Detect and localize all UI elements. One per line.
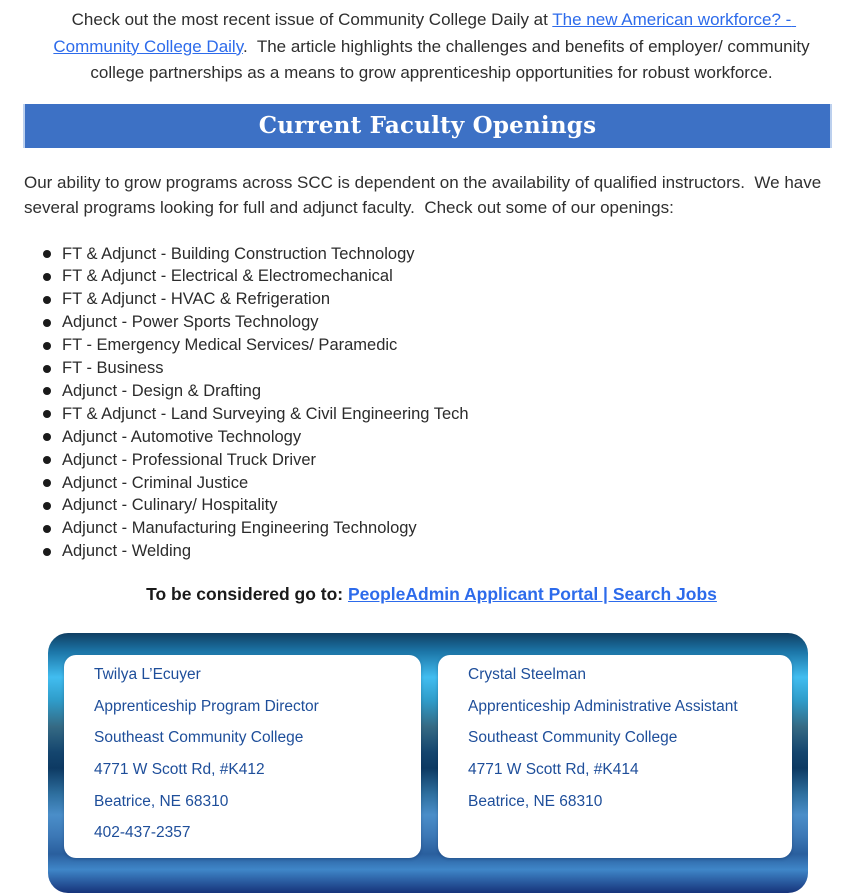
list-item [62,265,863,288]
list-item [62,288,863,311]
cta-line [0,584,863,605]
openings-description: Our ability to grow programs across SCC is dependent on the availability of qualified instructors. We have several programs looking for full and adjunct faculty. Check out some of our openings: [24,172,826,217]
contact-name: Crystal Steelman [468,666,587,684]
list-item-label: FT & Adjunct - Land Surveying & Civil Engineering Tech [62,404,469,423]
list-item-label: Adjunct - Design & Drafting [62,381,262,400]
bullet-icon [43,387,51,395]
page-title: Current Faculty Openings [258,112,597,139]
intro-paragraph [31,7,833,87]
bullet-icon [43,410,51,418]
bullet-icon [43,502,51,510]
bullet-icon [43,548,51,556]
faculty-openings-banner [23,104,832,148]
contact-organization: Southeast Community College [94,729,304,747]
list-item-label: FT - Business [62,359,164,378]
contact-address-line1: 4771 W Scott Rd, #K412 [94,760,265,778]
list-item [62,426,863,449]
contact-card-twilya [64,655,421,858]
list-item [62,517,863,540]
list-item-label: FT & Adjunct - Building Construction Technology [62,244,415,263]
list-item [62,449,863,472]
contact-title: Apprenticeship Program Director [94,697,319,715]
contact-address-line1: 4771 W Scott Rd, #K414 [468,760,639,778]
contact-address-line2: Beatrice, NE 68310 [468,792,603,810]
list-item-label: Adjunct - Welding [62,542,192,561]
contact-name: Twilya L’Ecuyer [94,666,201,684]
list-item [62,540,863,563]
list-item [62,243,863,266]
contact-organization: Southeast Community College [468,729,678,747]
contact-phone: 402-437-2357 [94,824,191,842]
intro-text-after-link: . The article highlights the challenges and benefits of employer/ community college partnerships as a means to grow apprenticeship opportunities for robust workforce. [90,36,815,82]
list-item [62,357,863,380]
list-item [62,472,863,495]
bullet-icon [43,296,51,304]
list-item-label: Adjunct - Criminal Justice [62,473,249,492]
bullet-icon [43,433,51,441]
list-item-label: FT & Adjunct - HVAC & Refrigeration [62,290,331,309]
list-item [62,494,863,517]
bullet-icon [43,525,51,533]
list-item-label: Adjunct - Professional Truck Driver [62,450,317,469]
list-item-label: Adjunct - Power Sports Technology [62,313,319,332]
list-item-label: FT & Adjunct - Electrical & Electromechanical [62,267,393,286]
list-item-label: FT - Emergency Medical Services/ Paramedic [62,336,398,355]
bullet-icon [43,342,51,350]
intro-text-before-link: Check out the most recent issue of Community College Daily at [71,10,553,29]
bullet-icon [43,273,51,281]
list-item [62,380,863,403]
cta-text: To be considered go to: [146,584,348,605]
applicant-portal-link[interactable]: PeopleAdmin Applicant Portal | Search Jobs [347,584,717,605]
bullet-icon [43,456,51,464]
bullet-icon [43,319,51,327]
contact-address-line2: Beatrice, NE 68310 [94,792,229,810]
article-link[interactable]: The new American workforce? - Community College Daily [53,10,797,56]
list-item [62,311,863,334]
contact-panel [48,633,808,893]
contact-title: Apprenticeship Administrative Assistant [468,697,738,715]
bullet-icon [43,479,51,487]
contact-card-crystal [438,655,792,858]
list-item-label: Adjunct - Manufacturing Engineering Technology [62,519,417,538]
list-item [62,334,863,357]
openings-list [0,243,863,564]
list-item-label: Adjunct - Automotive Technology [62,427,302,446]
bullet-icon [43,250,51,258]
list-item-label: Adjunct - Culinary/ Hospitality [62,496,278,515]
list-item [62,403,863,426]
bullet-icon [43,365,51,373]
